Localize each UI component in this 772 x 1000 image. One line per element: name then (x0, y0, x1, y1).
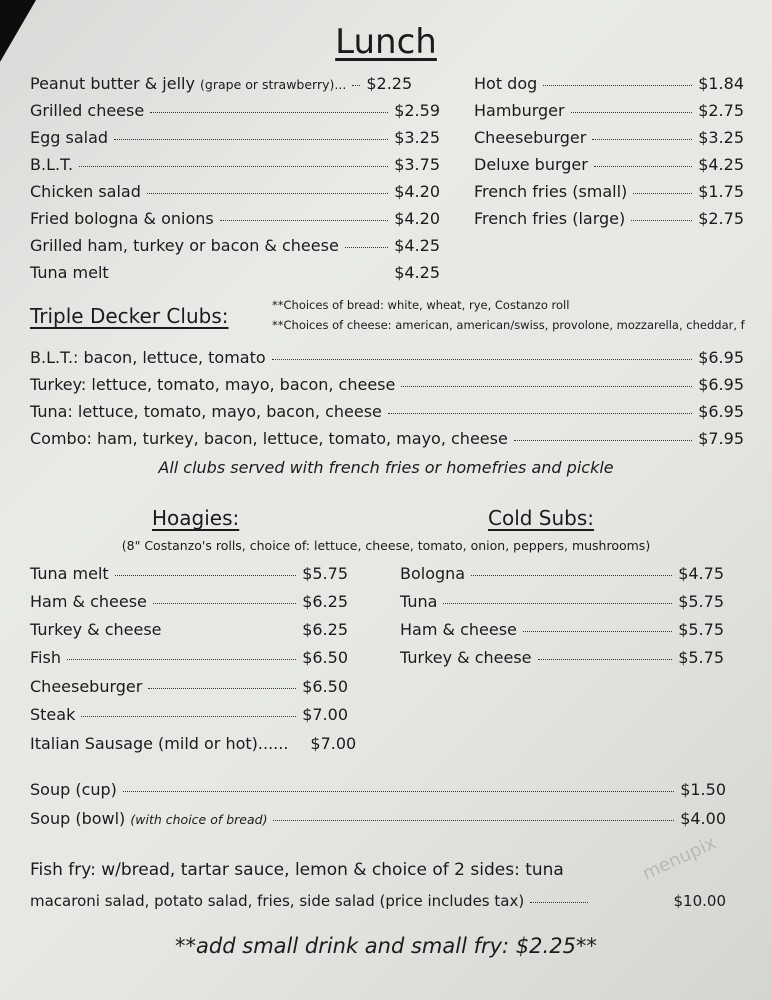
club-item: B.L.T.: bacon, lettuce, tomato $6.95 (30, 348, 744, 367)
cold-sub-item: Ham & cheese $5.75 (400, 620, 724, 639)
menu-item: Hamburger $2.75 (474, 101, 744, 120)
watermark: menupix (639, 832, 720, 885)
menu-item: Egg salad $3.25 (30, 128, 440, 147)
menu-item: Fried bologna & onions $4.20 (30, 209, 440, 228)
clubs-heading: Triple Decker Clubs: (30, 304, 229, 328)
hoagie-item: Cheeseburger $6.50 (30, 677, 348, 696)
cold-sub-item: Bologna $4.75 (400, 564, 724, 583)
clubs-footer-note: All clubs served with french fries or homefries and pickle (158, 458, 614, 477)
hoagie-item: Steak $7.00 (30, 705, 348, 724)
soup-item: Soup (bowl) (with choice of bread) $4.00 (30, 809, 726, 828)
soup-item: Soup (cup) $1.50 (30, 780, 726, 799)
menu-item: Tuna melt $4.25 (30, 263, 440, 282)
club-item: Combo: ham, turkey, bacon, lettuce, tomato, mayo, cheese $7.95 (30, 429, 744, 448)
menu-item: French fries (small) $1.75 (474, 182, 744, 201)
cold-subs-heading: Cold Subs: (488, 506, 595, 530)
addon-offer: **add small drink and small fry: $2.25** (175, 934, 597, 958)
menu-item: Grilled ham, turkey or bacon & cheese $4.25 (30, 236, 440, 255)
hoagie-item: Italian Sausage (mild or hot)...... $7.00 (30, 734, 357, 753)
menu-item: Hot dog $1.84 (474, 74, 744, 93)
menu-item: Chicken salad $4.20 (30, 182, 440, 201)
hoagies-heading: Hoagies: (152, 506, 240, 530)
cheese-choices-note: **Choices of cheese: american, american/swiss, provolone, mozzarella, cheddar, f (272, 318, 745, 332)
rolls-choices-note: (8" Costanzo's rolls, choice of: lettuce, cheese, tomato, onion, peppers, mushrooms) (121, 538, 651, 553)
page-title: Lunch (335, 22, 437, 62)
club-item: Turkey: lettuce, tomato, mayo, bacon, cheese $6.95 (30, 375, 744, 394)
hoagie-item: Ham & cheese $6.25 (30, 592, 348, 611)
hoagie-item: Fish $6.50 (30, 648, 348, 667)
menu-item: French fries (large) $2.75 (474, 209, 744, 228)
fish-fry-description: Fish fry: w/bread, tartar sauce, lemon & choice of 2 sides: tuna (30, 860, 564, 880)
menu-item: B.L.T. $3.75 (30, 155, 440, 174)
menu-item: Cheeseburger $3.25 (474, 128, 744, 147)
cold-sub-item: Turkey & cheese $5.75 (400, 648, 724, 667)
menu-item: Deluxe burger $4.25 (474, 155, 744, 174)
menu-item: Peanut butter & jelly (grape or strawberry)... $2.25 (30, 74, 413, 93)
bread-choices-note: **Choices of bread: white, wheat, rye, Costanzo roll (272, 298, 570, 312)
hoagie-item: Tuna melt $5.75 (30, 564, 348, 583)
cold-sub-item: Tuna $5.75 (400, 592, 724, 611)
fish-fry-sides: macaroni salad, potato salad, fries, side salad (price includes tax) $10.00 (30, 892, 726, 910)
menu-item: Grilled cheese $2.59 (30, 101, 440, 120)
club-item: Tuna: lettuce, tomato, mayo, bacon, cheese $6.95 (30, 402, 744, 421)
hoagie-item: Turkey & cheese $6.25 (30, 620, 348, 639)
